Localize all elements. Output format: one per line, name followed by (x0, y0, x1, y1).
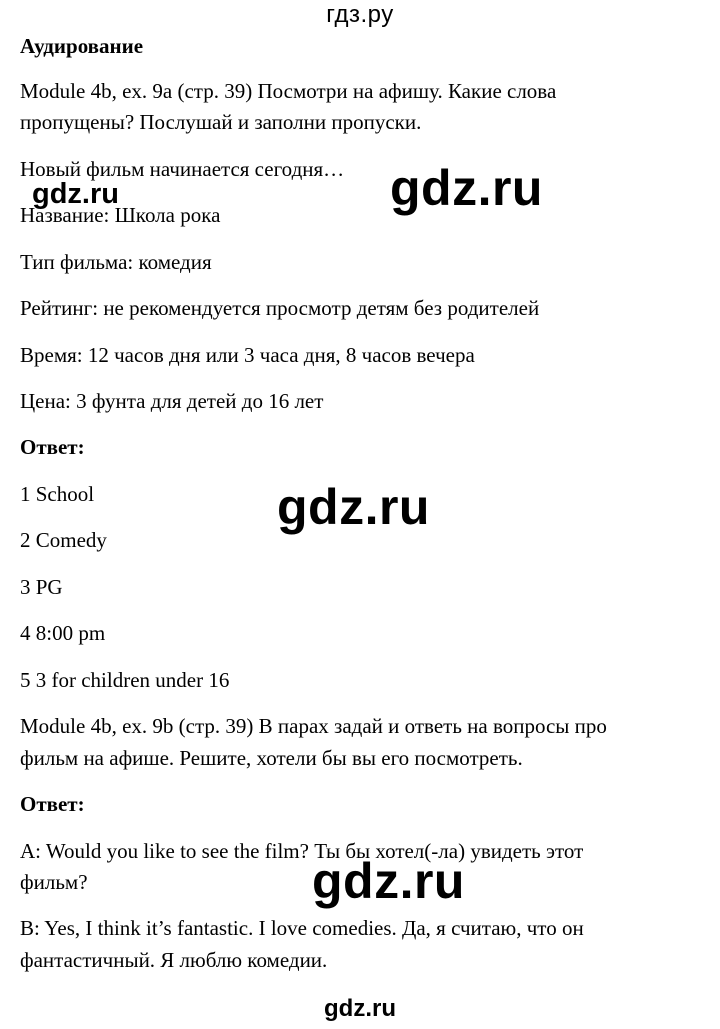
answer-label-2: Ответ: (20, 792, 85, 816)
dialog-b-line2: фантастичный. Я люблю комедии. (20, 948, 328, 972)
task2-line1: Module 4b, ex. 9b (стр. 39) В парах задай и ответь на вопросы про (20, 714, 607, 738)
watermark-small: gdz.ru (32, 178, 119, 210)
answer-item: 2 Comedy (20, 528, 107, 552)
poster-title: Название: Школа рока (20, 203, 221, 227)
watermark-large: gdz.ru (312, 853, 465, 909)
watermark-large: gdz.ru (390, 160, 543, 216)
dialog-a-line1: A: Would you like to see the film? Ты бы хотел(-ла) увидеть этот (20, 839, 584, 863)
watermark-large: gdz.ru (277, 479, 430, 535)
answer-item: 3 PG (20, 575, 63, 599)
poster-intro: Новый фильм начинается сегодня… (20, 157, 345, 181)
answer-label: Ответ: (20, 435, 85, 459)
dialog-b-line1: B: Yes, I think it’s fantastic. I love comedies. Да, я считаю, что он (20, 916, 584, 940)
task2-line2: фильм на афише. Решите, хотели бы вы его посмотреть. (20, 746, 523, 770)
answer-item: 1 School (20, 482, 95, 506)
site-header: гдз.ру (326, 1, 394, 28)
section-title: Аудирование (20, 34, 144, 58)
answer-item: 4 8:00 pm (20, 621, 106, 645)
poster-time: Время: 12 часов дня или 3 часа дня, 8 часов вечера (20, 343, 475, 367)
answer-item: 5 3 for children under 16 (20, 668, 230, 692)
site-footer: gdz.ru (324, 995, 396, 1022)
poster-type: Тип фильма: комедия (20, 250, 212, 274)
poster-rating: Рейтинг: не рекомендуется просмотр детям без родителей (20, 296, 540, 320)
poster-price: Цена: 3 фунта для детей до 16 лет (20, 389, 324, 413)
task1-line1: Module 4b, ex. 9a (стр. 39) Посмотри на афишу. Какие слова (20, 79, 557, 103)
task1-line2: пропущены? Послушай и заполни пропуски. (20, 110, 422, 134)
dialog-a-line2: фильм? (20, 870, 88, 894)
